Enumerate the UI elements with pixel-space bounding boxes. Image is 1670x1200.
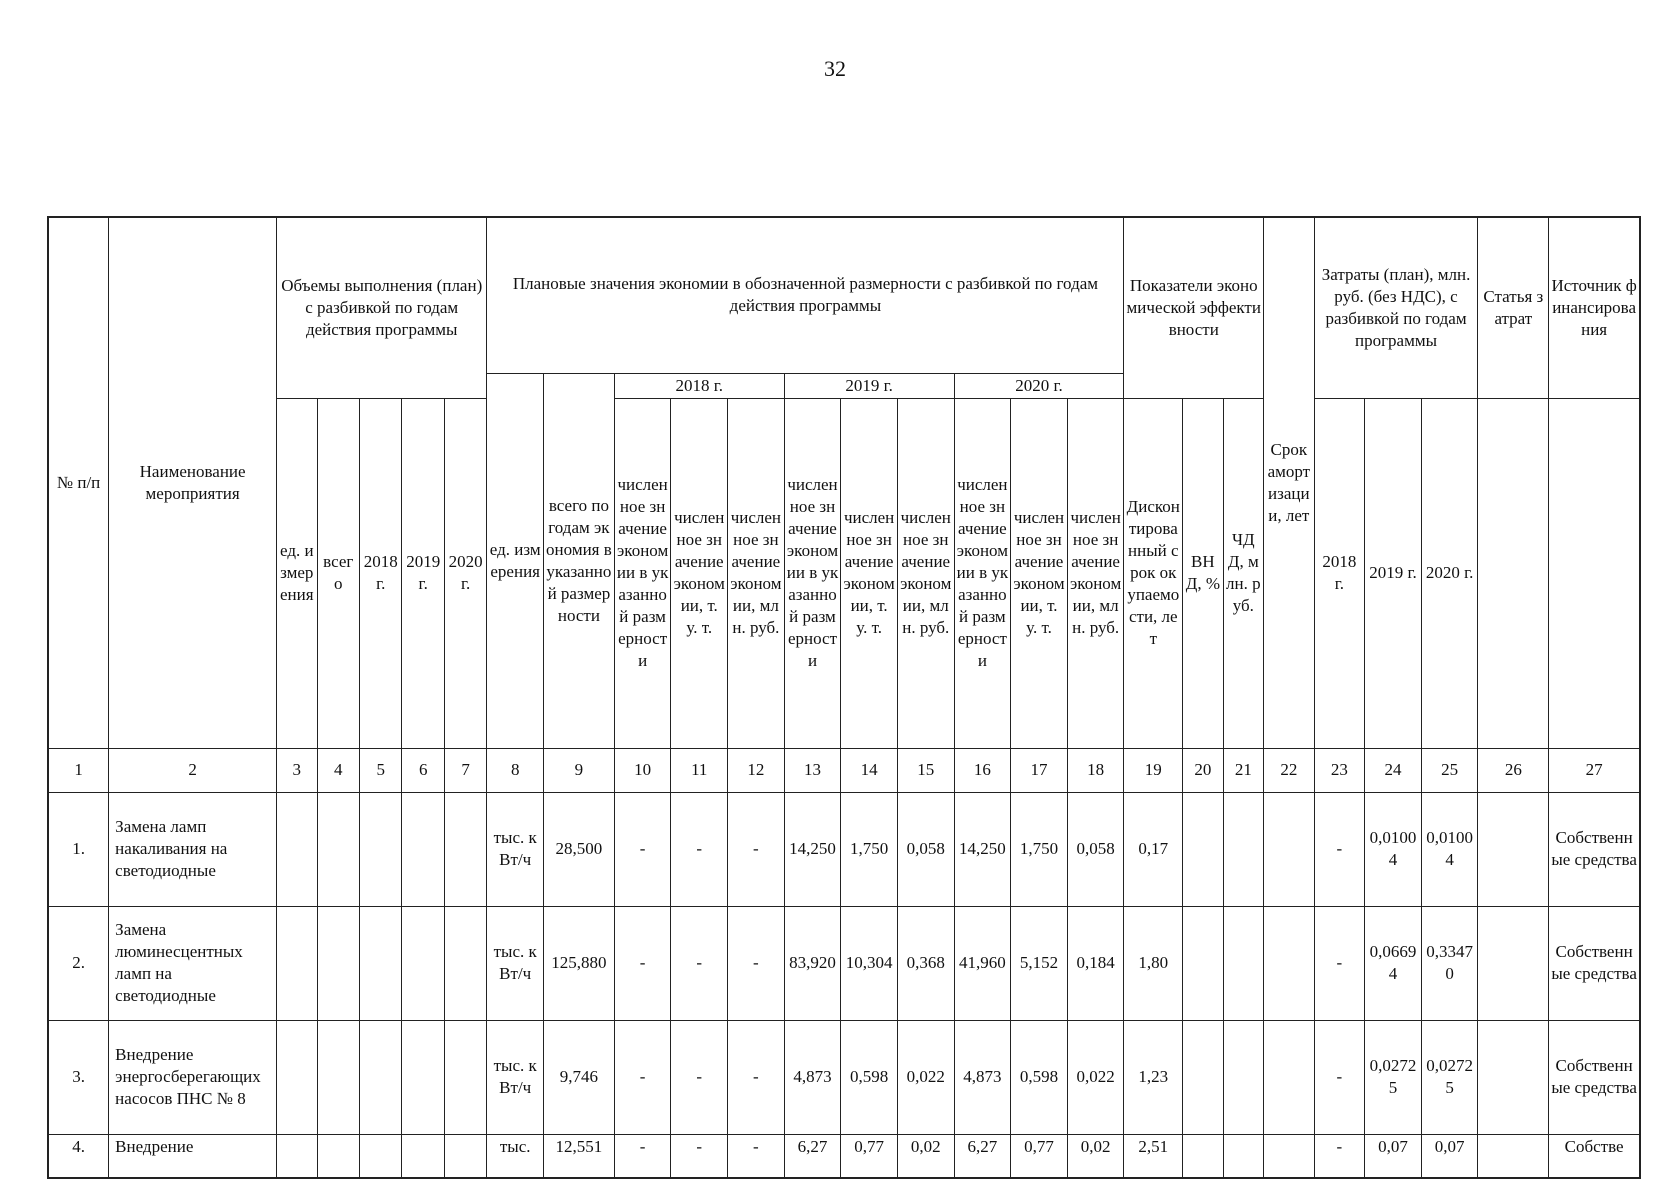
header-cost-2019: 2019 г. [1365, 398, 1422, 748]
row-unit: тыс. кВт/ч [487, 1020, 544, 1134]
vol-2019-cell [402, 906, 444, 1020]
vol-total-cell [317, 1020, 359, 1134]
header-vol-2020: 2020 г. [444, 398, 486, 748]
header-cost-item: Статья затрат [1478, 217, 1549, 398]
vol-unit-cell [277, 792, 317, 906]
header-2020-tut: численное значение экономии, т. у. т. [1011, 398, 1068, 748]
header-year-2018: 2018 г. [614, 373, 784, 398]
vol-2019-cell [402, 792, 444, 906]
row-2019-rub: 0,368 [897, 906, 954, 1020]
row-total: 12,551 [544, 1134, 615, 1178]
row-cost-2020: 0,01004 [1421, 792, 1478, 906]
column-number: 16 [954, 748, 1011, 792]
row-disc-payback: 0,17 [1124, 792, 1183, 906]
row-2020-tut: 0,598 [1011, 1020, 1068, 1134]
row-num: 1. [48, 792, 109, 906]
column-number: 9 [544, 748, 615, 792]
column-number: 3 [277, 748, 317, 792]
row-irr [1183, 1020, 1223, 1134]
column-number: 2 [109, 748, 277, 792]
header-funding-empty [1549, 398, 1640, 748]
column-number: 27 [1549, 748, 1640, 792]
row-2019-tut: 0,77 [841, 1134, 898, 1178]
vol-2020-cell [444, 1134, 486, 1178]
page-number: 32 [824, 56, 846, 81]
row-2018-dim: - [614, 1020, 671, 1134]
header-cost-2020: 2020 г. [1421, 398, 1478, 748]
header-2018-dim: численное значение экономии в указанной размерности [614, 398, 671, 748]
vol-2020-cell [444, 792, 486, 906]
row-irr [1183, 792, 1223, 906]
row-2020-rub: 0,02 [1067, 1134, 1124, 1178]
vol-2020-cell [444, 906, 486, 1020]
row-funding: Собственные средства [1549, 1020, 1640, 1134]
column-number: 1 [48, 748, 109, 792]
column-number: 21 [1223, 748, 1263, 792]
row-2020-dim: 14,250 [954, 792, 1011, 906]
row-cost-item [1478, 792, 1549, 906]
header-2018-rub: численное значение экономии, млн. руб. [728, 398, 785, 748]
row-2020-dim: 41,960 [954, 906, 1011, 1020]
table-row [48, 906, 1640, 1020]
row-cost-2018: - [1314, 1134, 1365, 1178]
column-number: 12 [728, 748, 785, 792]
header-savings-group: Плановые значения экономии в обозначенной размерности с разбивкой по годам действия программы [487, 217, 1124, 373]
header-name: Наименование мероприятия [109, 217, 277, 748]
row-funding: Собстве [1549, 1134, 1640, 1178]
vol-unit-cell [277, 1134, 317, 1178]
row-2020-tut: 5,152 [1011, 906, 1068, 1020]
row-unit: тыс. кВт/ч [487, 906, 544, 1020]
header-costs-group: Затраты (план), млн. руб. (без НДС), с разбивкой по годам программы [1314, 217, 1478, 398]
row-num: 3. [48, 1020, 109, 1134]
row-2019-tut: 1,750 [841, 792, 898, 906]
row-num: 4. [48, 1134, 109, 1178]
row-cost-2019: 0,07 [1365, 1134, 1422, 1178]
row-disc-payback: 2,51 [1124, 1134, 1183, 1178]
column-number: 8 [487, 748, 544, 792]
table-row [48, 1020, 1640, 1134]
row-2018-tut: - [671, 1134, 728, 1178]
row-cost-2018: - [1314, 792, 1365, 906]
row-cost-2020: 0,07 [1421, 1134, 1478, 1178]
header-vol-total: всего [317, 398, 359, 748]
table-row [48, 1134, 1640, 1178]
header-volumes-group: Объемы выполнения (план) с разбивкой по годам действия программы [277, 217, 487, 398]
energy-saving-plan-table [47, 216, 1641, 1179]
row-irr [1183, 906, 1223, 1020]
row-cost-2019: 0,01004 [1365, 792, 1422, 906]
column-number: 4 [317, 748, 359, 792]
row-cost-2020: 0,02725 [1421, 1020, 1478, 1134]
row-cost-2020: 0,33470 [1421, 906, 1478, 1020]
column-number: 5 [359, 748, 401, 792]
vol-total-cell [317, 906, 359, 1020]
row-amort [1264, 1134, 1315, 1178]
column-number: 13 [784, 748, 841, 792]
vol-2018-cell [359, 1020, 401, 1134]
row-2019-rub: 0,02 [897, 1134, 954, 1178]
column-number: 19 [1124, 748, 1183, 792]
vol-2018-cell [359, 792, 401, 906]
row-amort [1264, 792, 1315, 906]
header-vol-2019: 2019 г. [402, 398, 444, 748]
column-number: 10 [614, 748, 671, 792]
column-number: 17 [1011, 748, 1068, 792]
row-cost-item [1478, 1134, 1549, 1178]
row-2019-rub: 0,058 [897, 792, 954, 906]
vol-unit-cell [277, 1020, 317, 1134]
header-row-1 [48, 217, 1640, 373]
row-2018-dim: - [614, 906, 671, 1020]
header-cost-2018: 2018 г. [1314, 398, 1365, 748]
table-row [48, 792, 1640, 906]
row-funding: Собственные средства [1549, 906, 1640, 1020]
header-2020-dim: численное значение экономии в указанной размерности [954, 398, 1011, 748]
row-cost-2018: - [1314, 906, 1365, 1020]
row-2019-dim: 14,250 [784, 792, 841, 906]
row-2020-tut: 1,750 [1011, 792, 1068, 906]
row-npv [1223, 1134, 1263, 1178]
header-efficiency-group: Показатели экономической эффективности [1124, 217, 1264, 398]
row-2020-rub: 0,058 [1067, 792, 1124, 906]
row-num: 2. [48, 906, 109, 1020]
row-unit: тыс. кВт/ч [487, 792, 544, 906]
row-npv [1223, 1020, 1263, 1134]
row-2018-rub: - [728, 1134, 785, 1178]
column-number: 14 [841, 748, 898, 792]
header-row-3 [48, 398, 1640, 748]
header-year-2019: 2019 г. [784, 373, 954, 398]
row-2018-dim: - [614, 1134, 671, 1178]
column-number: 24 [1365, 748, 1422, 792]
vol-total-cell [317, 792, 359, 906]
column-number: 23 [1314, 748, 1365, 792]
column-number: 22 [1264, 748, 1315, 792]
column-number: 6 [402, 748, 444, 792]
row-2020-rub: 0,184 [1067, 906, 1124, 1020]
row-npv [1223, 792, 1263, 906]
row-total: 9,746 [544, 1020, 615, 1134]
row-2018-tut: - [671, 906, 728, 1020]
row-2018-rub: - [728, 906, 785, 1020]
row-2019-dim: 6,27 [784, 1134, 841, 1178]
header-eff-npv: ЧДД, млн. руб. [1223, 398, 1263, 748]
row-unit: тыс. [487, 1134, 544, 1178]
row-2020-dim: 6,27 [954, 1134, 1011, 1178]
header-eff-payback: Дисконтированный срок окупаемости, лет [1124, 398, 1183, 748]
row-amort [1264, 1020, 1315, 1134]
column-number: 15 [897, 748, 954, 792]
header-2019-rub: численное значение экономии, млн. руб. [897, 398, 954, 748]
row-name: Внедрение энергосберегающих насосов ПНС № 8 [109, 1020, 277, 1134]
column-number: 11 [671, 748, 728, 792]
header-vol-unit: ед. измерения [277, 398, 317, 748]
header-sav-unit: ед. измерения [487, 373, 544, 748]
column-number: 25 [1421, 748, 1478, 792]
row-2019-dim: 4,873 [784, 1020, 841, 1134]
row-2019-tut: 10,304 [841, 906, 898, 1020]
column-number: 7 [444, 748, 486, 792]
row-npv [1223, 906, 1263, 1020]
row-name: Замена люминесцентных ламп на светодиодные [109, 906, 277, 1020]
header-2019-dim: численное значение экономии в указанной размерности [784, 398, 841, 748]
column-number: 18 [1067, 748, 1124, 792]
vol-unit-cell [277, 906, 317, 1020]
header-vol-2018: 2018 г. [359, 398, 401, 748]
row-2018-rub: - [728, 1020, 785, 1134]
column-number-row [48, 748, 1640, 792]
vol-2019-cell [402, 1134, 444, 1178]
header-year-2020: 2020 г. [954, 373, 1124, 398]
row-disc-payback: 1,23 [1124, 1020, 1183, 1134]
row-cost-item [1478, 1020, 1549, 1134]
column-number: 26 [1478, 748, 1549, 792]
row-total: 28,500 [544, 792, 615, 906]
header-num: № п/п [48, 217, 109, 748]
row-2020-rub: 0,022 [1067, 1020, 1124, 1134]
vol-2018-cell [359, 1134, 401, 1178]
row-2018-rub: - [728, 792, 785, 906]
row-2019-dim: 83,920 [784, 906, 841, 1020]
header-2019-tut: численное значение экономии, т. у. т. [841, 398, 898, 748]
header-funding: Источник финансирования [1549, 217, 1640, 398]
row-2019-tut: 0,598 [841, 1020, 898, 1134]
row-total: 125,880 [544, 906, 615, 1020]
vol-2019-cell [402, 1020, 444, 1134]
row-2020-tut: 0,77 [1011, 1134, 1068, 1178]
header-payback: Срок амортизации, лет [1264, 217, 1315, 748]
row-cost-2019: 0,06694 [1365, 906, 1422, 1020]
row-name: Внедрение [109, 1134, 277, 1178]
vol-2018-cell [359, 906, 401, 1020]
header-eff-irr: ВНД, % [1183, 398, 1223, 748]
row-2019-rub: 0,022 [897, 1020, 954, 1134]
vol-2020-cell [444, 1020, 486, 1134]
row-name: Замена ламп накаливания на светодиодные [109, 792, 277, 906]
row-amort [1264, 906, 1315, 1020]
vol-total-cell [317, 1134, 359, 1178]
row-2018-dim: - [614, 792, 671, 906]
row-funding: Собственные средства [1549, 792, 1640, 906]
row-cost-2019: 0,02725 [1365, 1020, 1422, 1134]
row-cost-item [1478, 906, 1549, 1020]
header-2020-rub: численное значение экономии, млн. руб. [1067, 398, 1124, 748]
row-2018-tut: - [671, 1020, 728, 1134]
column-number: 20 [1183, 748, 1223, 792]
header-cost-item-empty [1478, 398, 1549, 748]
header-2018-tut: численное значение экономии, т. у. т. [671, 398, 728, 748]
row-disc-payback: 1,80 [1124, 906, 1183, 1020]
header-sav-total: всего по годам экономия в указанной размерности [544, 373, 615, 748]
row-2020-dim: 4,873 [954, 1020, 1011, 1134]
row-irr [1183, 1134, 1223, 1178]
row-2018-tut: - [671, 792, 728, 906]
row-cost-2018: - [1314, 1020, 1365, 1134]
